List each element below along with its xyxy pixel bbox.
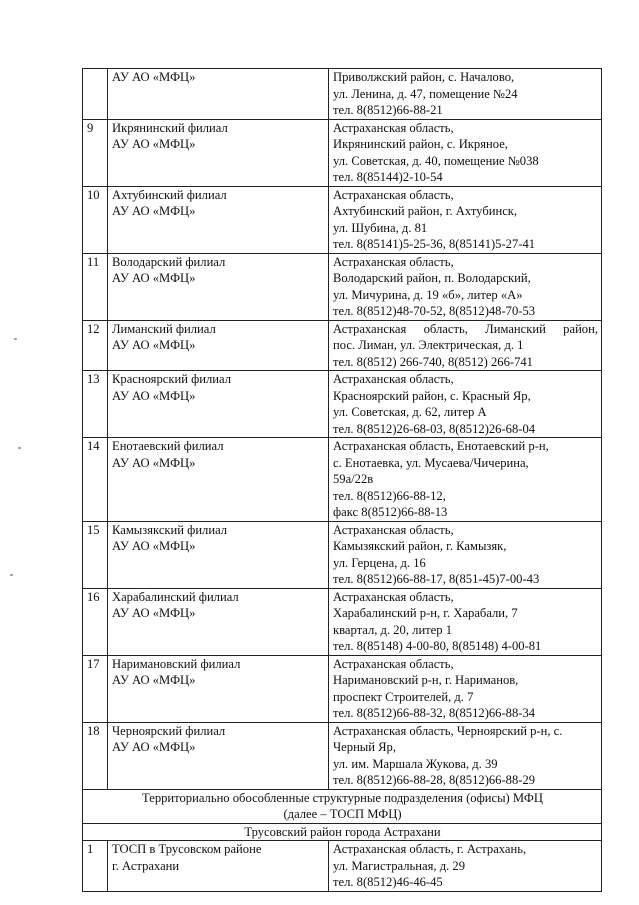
branch-name (108, 186, 329, 253)
cell-line: Икрянинский филиал (112, 120, 228, 135)
branch-name (108, 521, 329, 588)
cell-line: Красноярский филиал (112, 372, 232, 386)
cell-line: Астраханская область, (333, 187, 454, 202)
cell-line: тел. 8(8512)66-88-17, 8(851-45)7-00-43 (333, 572, 540, 586)
cell-line: АУ АО «МФЦ» (112, 539, 196, 553)
cell-line: квартал, д. 20, литер 1 (333, 622, 453, 637)
section-header (83, 789, 602, 823)
cell-line: Володарский район, п. Володарский, (333, 271, 531, 285)
cell-line: ул. Магистральная, д. 29 (333, 858, 466, 873)
cell-line: Харабалинский р-н, г. Харабали, 7 (333, 606, 518, 620)
table-row (83, 371, 602, 438)
cell-line: Харабалинский филиал (112, 589, 239, 604)
mfc-branches-table (82, 68, 602, 892)
cell-line: тел. 8(8512)66-88-21 (333, 103, 443, 117)
cell-line: тел. 8(8512)66-88-32, 8(8512)66-88-34 (333, 706, 536, 720)
branch-name (108, 371, 329, 438)
branch-address (329, 588, 602, 655)
branch-name (108, 841, 329, 892)
cell-line: Астраханская область, (333, 120, 454, 135)
cell-line: АУ АО «МФЦ» (112, 271, 196, 285)
cell-line: Камызякский район, г. Камызяк, (333, 539, 507, 553)
branch-name (108, 69, 329, 120)
cell-line: Астраханская область, (333, 372, 454, 386)
cell-line: тел. 8(8512)66-88-12, (333, 488, 446, 503)
row-number (83, 69, 108, 120)
cell-line: Астраханская область, Черноярский р-н, с. (333, 723, 563, 738)
cell-line: Наримановский филиал (112, 656, 241, 671)
branch-address (329, 438, 602, 522)
table-row (83, 841, 602, 892)
table-row (83, 655, 602, 722)
branch-name (108, 655, 329, 722)
cell-line: Енотаевский филиал (112, 439, 224, 453)
cell-line: АУ АО «МФЦ» (112, 606, 196, 620)
cell-line: тел. 8(8512) 266-740, 8(8512) 266-741 (333, 354, 533, 369)
table-body (83, 69, 602, 892)
table-row (83, 69, 602, 120)
branch-address (329, 69, 602, 120)
cell-line: Астраханская область, Лиманский район, (333, 321, 598, 336)
cell-line: АУ АО «МФЦ» (112, 388, 196, 403)
cell-line: ул. Герцена, д. 16 (333, 555, 426, 570)
branch-address (329, 722, 602, 789)
table-row (83, 722, 602, 789)
branch-address (329, 186, 602, 253)
cell-line: АУ АО «МФЦ» (112, 740, 196, 754)
cell-line: с. Енотаевка, ул. Мусаева/Чичерина, (333, 455, 529, 470)
cell-line: тел. 8(8512)26-68-03, 8(8512)26-68-04 (333, 421, 536, 436)
branch-address (329, 521, 602, 588)
cell-line: 59а/22в (333, 472, 374, 486)
cell-line: Ахтубинский район, г. Ахтубинск, (333, 204, 518, 218)
branch-address (329, 841, 602, 892)
cell-line: Наримановский р-н, г. Нариманов, (333, 673, 519, 687)
district-header: Трусовский район города Астрахани (83, 823, 602, 841)
table-row (83, 438, 602, 522)
cell-line: Приволжский район, с. Началово, (333, 70, 515, 84)
branch-address (329, 655, 602, 722)
row-number: 9 (83, 119, 108, 186)
cell-line: Икрянинский район, с. Икряное, (333, 137, 508, 151)
cell-line: Лиманский филиал (112, 321, 216, 336)
scan-speck (18, 447, 21, 449)
cell-line: АУ АО «МФЦ» (112, 70, 196, 84)
cell-line: ул. им. Маршала Жукова, д. 39 (333, 756, 498, 771)
row-number: 17 (83, 655, 108, 722)
cell-line: Астраханская область, г. Астрахань, (333, 842, 527, 856)
cell-line: АУ АО «МФЦ» (112, 204, 196, 218)
cell-line: ул. Шубина, д. 81 (333, 220, 428, 235)
cell-line: Черноярский филиал (112, 723, 226, 738)
branch-address (329, 371, 602, 438)
table-row (83, 119, 602, 186)
cell-line: тел. 8(8512)48-70-52, 8(8512)48-70-53 (333, 304, 536, 318)
section-header-row (83, 789, 602, 823)
cell-line: ТОСП в Трусовском районе (112, 842, 262, 856)
cell-line: тел. 8(8512)46-46-45 (333, 875, 443, 889)
cell-line: АУ АО «МФЦ» (112, 673, 196, 687)
table-row (83, 588, 602, 655)
cell-line: тел. 8(85141)5-25-36, 8(85141)5-27-41 (333, 237, 536, 251)
row-number: 12 (83, 320, 108, 371)
cell-line: Черный Яр, (333, 740, 397, 754)
branch-address (329, 253, 602, 320)
cell-line: Астраханская область, (333, 522, 454, 537)
table-row (83, 186, 602, 253)
cell-line: АУ АО «МФЦ» (112, 455, 196, 470)
branch-address (329, 320, 602, 371)
scan-speck (10, 574, 13, 576)
cell-line: тел. 8(85148) 4-00-80, 8(85148) 4-00-81 (333, 639, 542, 653)
cell-line: Астраханская область, (333, 254, 454, 269)
cell-line: г. Астрахани (112, 858, 180, 873)
branch-name (108, 320, 329, 371)
branch-address (329, 119, 602, 186)
cell-line: Территориально обособленные структурные подразделения (офисы) МФЦ (142, 790, 543, 805)
cell-line: Астраханская область, (333, 589, 454, 604)
row-number: 16 (83, 588, 108, 655)
table-row (83, 320, 602, 371)
cell-line: Красноярский район, с. Красный Яр, (333, 388, 531, 403)
table-row (83, 253, 602, 320)
cell-line: тел. 8(8512)66-88-28, 8(8512)66-88-29 (333, 773, 536, 787)
cell-line: ул. Ленина, д. 47, помещение №24 (333, 86, 518, 101)
row-number: 10 (83, 186, 108, 253)
cell-line: факс 8(8512)66-88-13 (333, 505, 448, 519)
branch-name (108, 253, 329, 320)
cell-line: АУ АО «МФЦ» (112, 338, 196, 352)
cell-line: Ахтубинский филиал (112, 187, 227, 202)
cell-line: тел. 8(85144)2-10-54 (333, 170, 443, 184)
cell-line: пос. Лиман, ул. Электрическая, д. 1 (333, 338, 524, 352)
cell-line: ул. Мичурина, д. 19 «б», литер «А» (333, 287, 523, 302)
district-header-row (83, 823, 602, 841)
row-number: 14 (83, 438, 108, 522)
row-number: 1 (83, 841, 108, 892)
cell-line: ул. Советская, д. 40, помещение №038 (333, 153, 539, 168)
cell-line: Астраханская область, (333, 656, 454, 671)
row-number: 18 (83, 722, 108, 789)
cell-line: АУ АО «МФЦ» (112, 137, 196, 151)
cell-line: Володарский филиал (112, 254, 226, 269)
cell-line: проспект Строителей, д. 7 (333, 689, 474, 704)
branch-name (108, 722, 329, 789)
row-number: 13 (83, 371, 108, 438)
row-number: 15 (83, 521, 108, 588)
cell-line: ул. Советская, д. 62, литер А (333, 405, 487, 419)
scan-speck (14, 338, 17, 340)
cell-line: (далее – ТОСП МФЦ) (283, 807, 402, 821)
cell-line: Астраханская область, Енотаевский р-н, (333, 439, 549, 453)
branch-name (108, 438, 329, 522)
branch-name (108, 119, 329, 186)
branch-name (108, 588, 329, 655)
table-row (83, 521, 602, 588)
cell-line: Камызякский филиал (112, 522, 228, 537)
row-number: 11 (83, 253, 108, 320)
